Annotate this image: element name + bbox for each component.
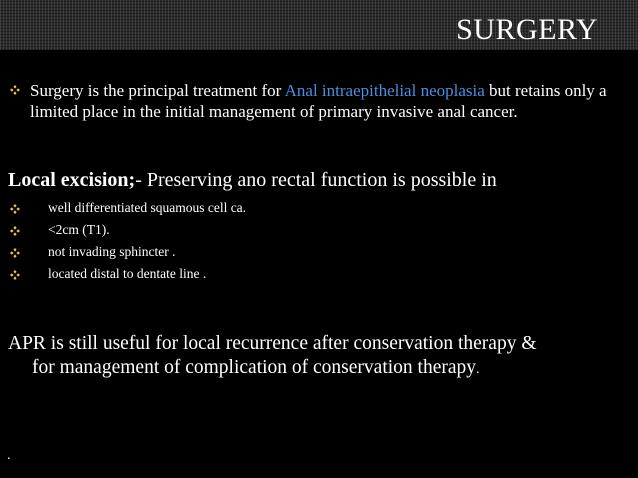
intro-text-before: Surgery is the principal treatment for: [30, 81, 285, 100]
four-diamond-bullet-icon: [10, 248, 20, 258]
intro-paragraph: [30, 80, 628, 122]
intro-text-after: but retains only a limited place in the initial management of primary invasive anal cancer.: [30, 81, 607, 121]
apr-line-2: [8, 356, 634, 382]
apr-line-1: APR is still useful for local recurrence after conservation therapy &: [8, 333, 537, 354]
condition-item: <2cm (T1).: [48, 222, 110, 237]
local-excision-heading: [8, 168, 628, 192]
footer-mark: .: [7, 448, 11, 463]
condition-item: not invading sphincter .: [48, 244, 176, 259]
slide-title: SURGERY: [456, 13, 598, 46]
local-excision-text: - Preserving ano rectal function is possible in: [135, 169, 497, 191]
four-diamond-bullet-icon: [10, 226, 20, 236]
local-excision-label: Local excision;: [8, 169, 136, 191]
apr-paragraph: [8, 332, 634, 382]
apr-line-2-text: for management of complication of conservation therapy: [32, 357, 477, 378]
four-diamond-bullet-icon: [10, 270, 20, 280]
four-diamond-bullet-icon: [10, 204, 20, 214]
apr-trailing-mark: .: [476, 362, 480, 377]
intro-highlight: Anal intraepithelial neoplasia: [284, 81, 485, 100]
four-diamond-bullet-icon: [10, 85, 20, 95]
condition-item: located distal to dentate line .: [48, 266, 207, 281]
condition-item: well differentiated squamous cell ca.: [48, 200, 247, 215]
